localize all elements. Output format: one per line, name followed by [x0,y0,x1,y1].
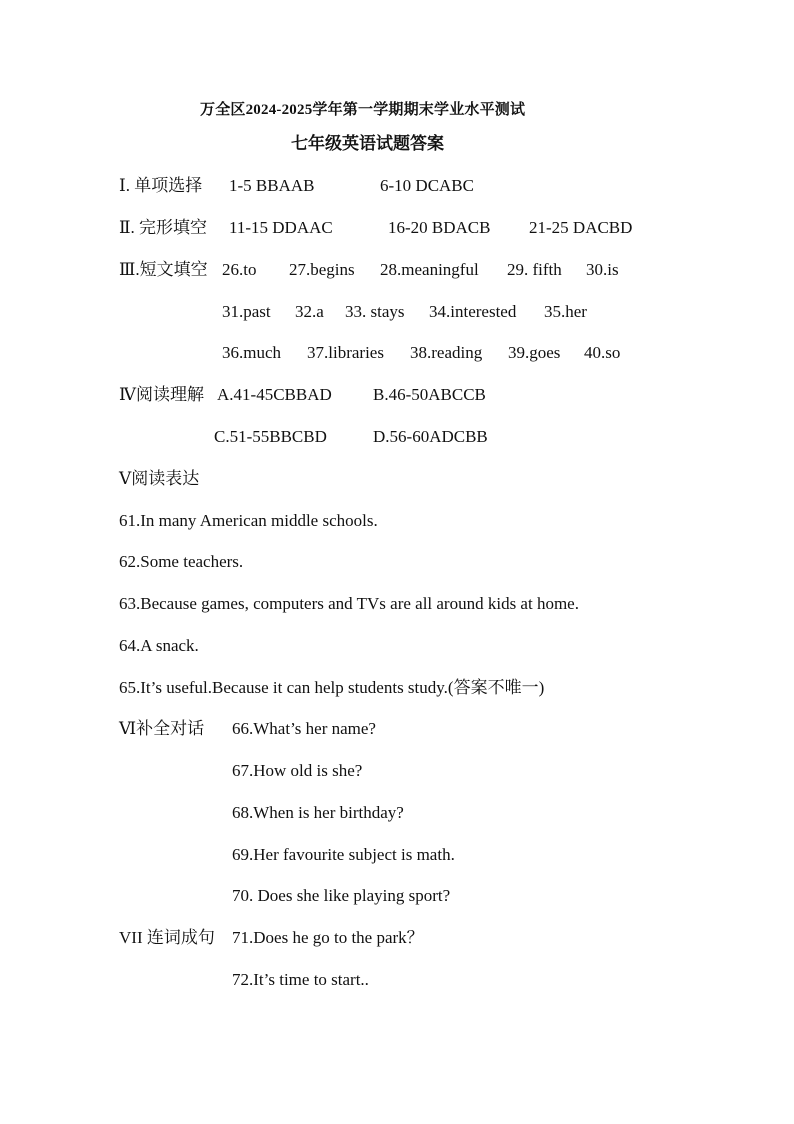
section-7-answer: 71.Does he go to the park？ [232,928,424,947]
section-1-answer-b: 6-10 DCABC [380,176,474,195]
section-5-label: Ⅴ阅读表达 [119,469,200,488]
section-3-item: 32.a [295,302,324,321]
section-6-label: Ⅵ补全对话 [119,719,205,738]
section-4-answer-b: B.46-50ABCCB [373,385,486,404]
section-7-label: VII 连词成句 [119,928,215,947]
section-4-label: Ⅳ阅读理解 [119,385,204,404]
section-5-answer: 63.Because games, computers and TVs are all around kids at home. [119,594,579,613]
section-3-item: 33. stays [345,302,405,321]
section-4-answer-d: D.56-60ADCBB [373,427,488,446]
section-2-answer-b: 16-20 BDACB [388,218,491,237]
section-6-answer: 69.Her favourite subject is math. [232,845,455,864]
section-3-item: 35.her [544,302,587,321]
section-3-item: 39.goes [508,343,561,362]
section-2-answer-a: 11-15 DDAAC [229,218,333,237]
section-3-item: 38.reading [410,343,483,362]
section-4-answer-a: A.41-45CBBAD [217,385,332,404]
section-5-answer: 65.It’s useful.Because it can help students study.(答案不唯一) [119,678,545,697]
section-3-item: 37.libraries [307,343,384,362]
section-3-item: 40.so [584,343,621,362]
section-3-item: 29. fifth [507,260,562,279]
section-1-label: Ⅰ. 单项选择 [119,176,203,195]
section-6-answer: 70. Does she like playing sport? [232,886,451,905]
section-1-answer-a: 1-5 BBAAB [229,176,315,195]
section-3-label: Ⅲ.短文填空 [119,260,208,279]
section-3-item: 28.meaningful [380,260,479,279]
section-5-answer: 64.A snack. [119,636,199,655]
section-6-answer: 66.What’s her name? [232,719,376,738]
section-3-item: 30.is [586,260,619,279]
section-3-item: 34.interested [429,302,517,321]
section-5-answer: 62.Some teachers. [119,552,244,571]
section-3-item: 27.begins [289,260,355,279]
section-3-item: 31.past [222,302,271,321]
section-2-label: Ⅱ. 完形填空 [119,218,208,237]
section-3-item: 26.to [222,260,257,279]
page-subtitle: 七年级英语试题答案 [291,134,444,153]
section-6-answer: 67.How old is she? [232,761,363,780]
section-2-answer-c: 21-25 DACBD [529,218,633,237]
section-3-item: 36.much [222,343,282,362]
section-7-answer: 72.It’s time to start.. [232,970,369,989]
page-title: 万全区2024-2025学年第一学期期末学业水平测试 [200,102,526,118]
section-5-answer: 61.In many American middle schools. [119,511,378,530]
section-6-answer: 68.When is her birthday? [232,803,404,822]
section-4-answer-c: C.51-55BBCBD [214,427,327,446]
